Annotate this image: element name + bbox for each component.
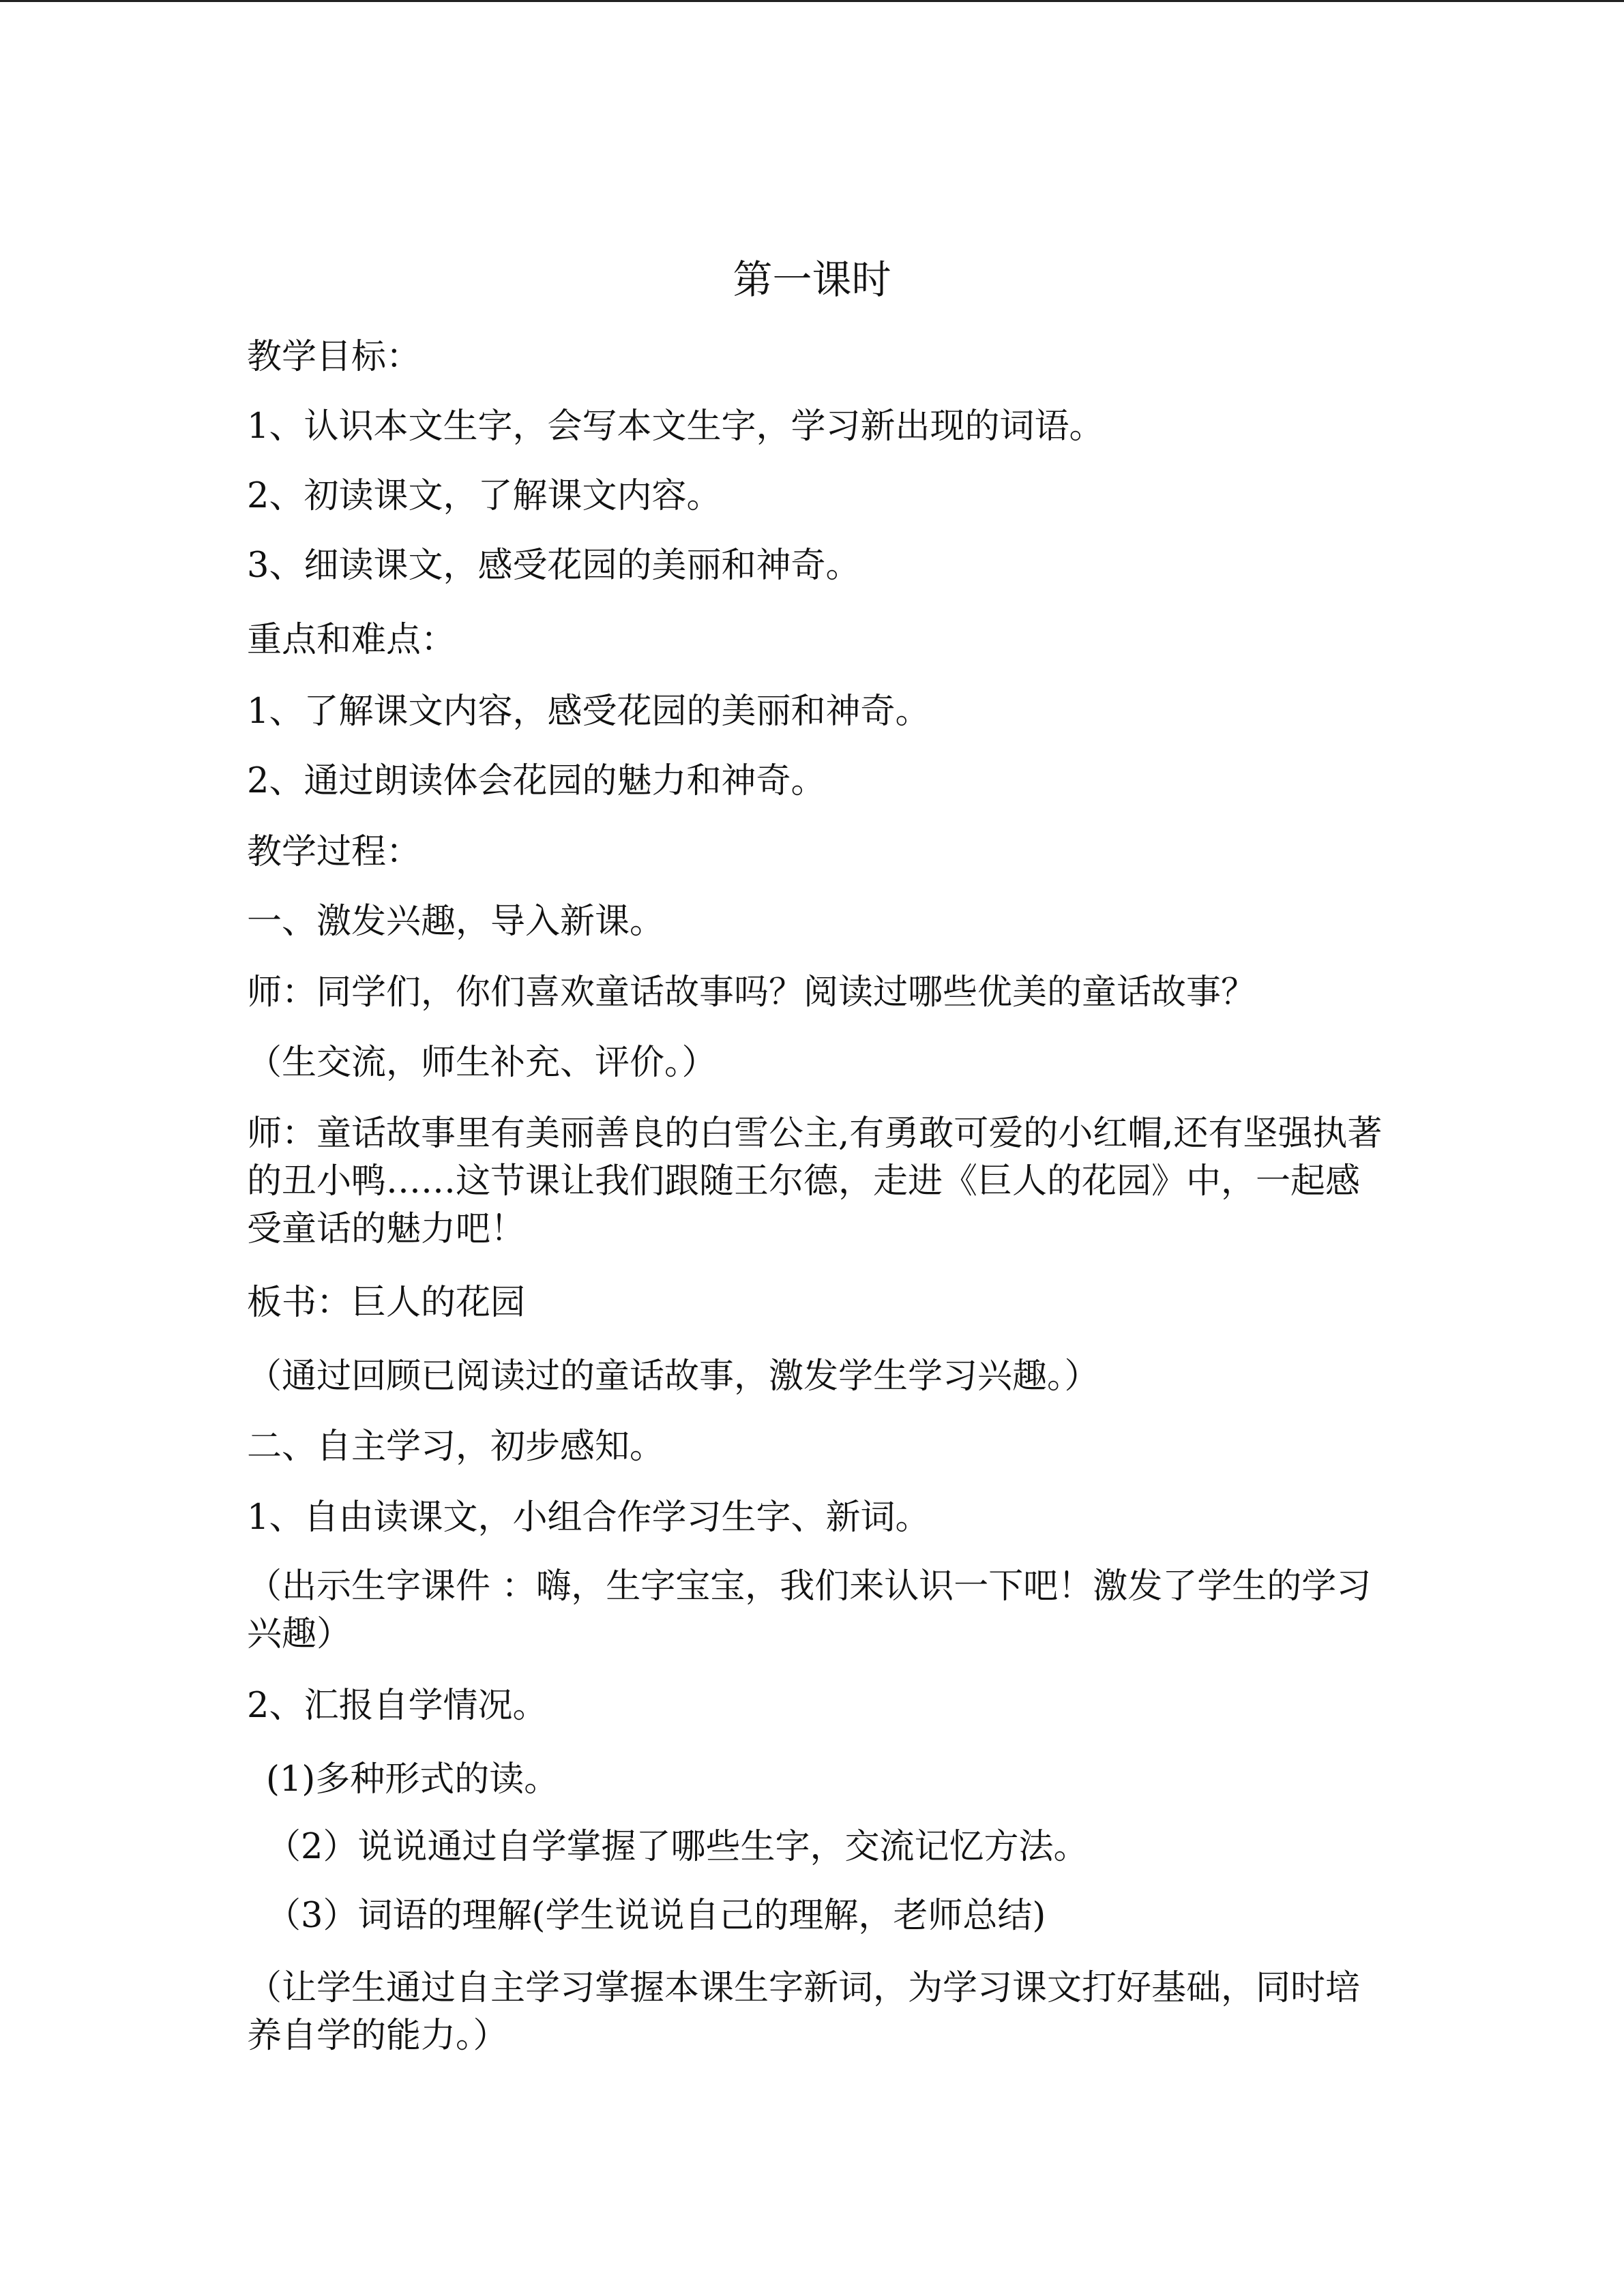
goal-item-1: 1、认识本文生字，会写本文生字，学习新出现的词语。 bbox=[247, 406, 1104, 447]
section-2-heading: 二、自主学习，初步感知。 bbox=[247, 1427, 665, 1467]
goal-item-3: 3、细读课文，感受花园的美丽和神奇。 bbox=[247, 546, 861, 586]
key-point-2: 2、通过朗读体会花园的魅力和神奇。 bbox=[247, 761, 826, 801]
design-note-interest: （通过回顾已阅读过的童话故事，激发学生学习兴趣。） bbox=[247, 1356, 1099, 1397]
step-1-free-reading: 1、自由读课文，小组合作学习生字、新词。 bbox=[247, 1497, 930, 1538]
heading-teaching-goals: 教学目标： bbox=[247, 337, 422, 377]
design-note-self-study: （让学生通过自主学习掌握本课生字新词，为学习课文打好基础，同时培养自学的能力。） bbox=[247, 1968, 1361, 2056]
step-2-report: 2、汇报自学情况。 bbox=[247, 1686, 548, 1726]
page-title: 第一课时 bbox=[733, 256, 891, 303]
teacher-question: 师：同学们，你们喜欢童话故事吗？阅读过哪些优美的童话故事？ bbox=[247, 972, 1256, 1013]
blackboard-note: 板书：巨人的花园 bbox=[247, 1283, 526, 1323]
key-point-1: 1、了解课文内容，感受花园的美丽和神奇。 bbox=[247, 691, 930, 732]
sub-step-3: （3）词语的理解(学生说说自己的理解，老师总结) bbox=[266, 1896, 1046, 1936]
student-exchange-note: （生交流，师生补充、评价。） bbox=[247, 1043, 717, 1083]
top-border-rule bbox=[0, 0, 1624, 2]
sub-step-1: (1)多种形式的读。 bbox=[266, 1759, 559, 1800]
section-1-heading: 一、激发兴趣，导入新课。 bbox=[247, 901, 665, 942]
heading-teaching-process: 教学过程： bbox=[247, 832, 422, 872]
courseware-note: （出示生字课件 ：嗨，生字宝宝，我们来认识一下吧！激发了学生的学习兴趣） bbox=[247, 1566, 1372, 1654]
heading-key-points: 重点和难点： bbox=[247, 620, 456, 660]
sub-step-2: （2）说说通过自学掌握了哪些生字，交流记忆方法。 bbox=[266, 1827, 1089, 1867]
teacher-introduction: 师：童话故事里有美丽善良的白雪公主,有勇敢可爱的小红帽,还有坚强执著的丑小鸭……这节课让我们跟随王尔德，走进《巨人的花园》中，一起感受童话的魅力吧！ bbox=[247, 1114, 1383, 1249]
goal-item-2: 2、初读课文，了解课文内容。 bbox=[247, 476, 722, 516]
